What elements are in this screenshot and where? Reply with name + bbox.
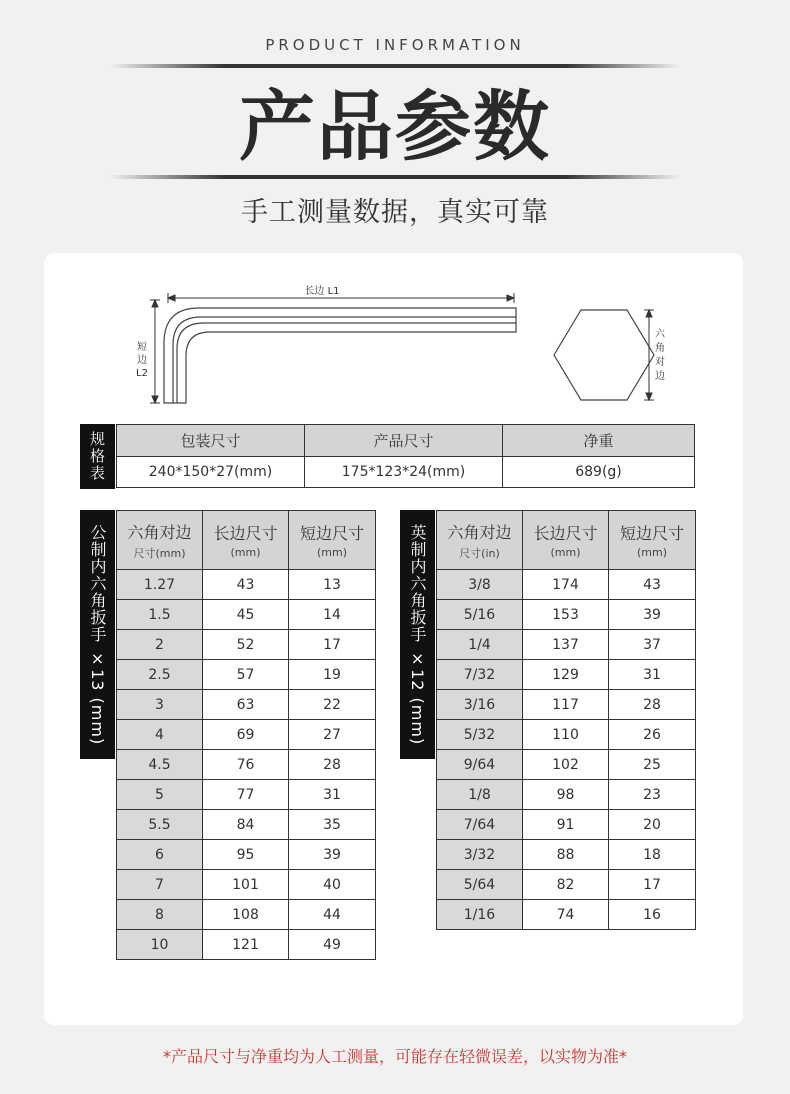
table-cell: 3/32 (437, 840, 523, 870)
hex-label-2: 角 (655, 343, 665, 354)
hex-label-3: 对 (655, 357, 665, 368)
table-row (437, 720, 696, 750)
short-side-label-3: L2 (136, 368, 148, 379)
table-row (117, 720, 376, 750)
spec-card (44, 253, 743, 1025)
table-cell: 5/16 (437, 600, 523, 630)
table-row (437, 810, 696, 840)
table-cell: 63 (203, 690, 289, 720)
table-cell: 5/64 (437, 870, 523, 900)
table-cell: 69 (203, 720, 289, 750)
spec-table (116, 424, 695, 488)
table-cell: 4.5 (117, 750, 203, 780)
table-cell: 26 (609, 720, 696, 750)
imperial-side-label: 英制内六角扳手 ×12 (mm) (400, 510, 435, 759)
table-cell: 1/8 (437, 780, 523, 810)
table-cell: 121 (203, 930, 289, 960)
table-row (437, 870, 696, 900)
imperial-header-long: 长边尺寸 (mm) (523, 511, 609, 570)
table-cell: 28 (609, 690, 696, 720)
table-cell: 18 (609, 840, 696, 870)
hex-label-4: 边 (655, 371, 665, 382)
table-cell: 1.27 (117, 570, 203, 600)
table-cell: 108 (203, 900, 289, 930)
page-subtitle: 手工测量数据，真实可靠 (241, 197, 549, 228)
table-cell: 45 (203, 600, 289, 630)
table-row (117, 900, 376, 930)
table-row (437, 840, 696, 870)
table-cell: 1/16 (437, 900, 523, 930)
table-cell: 3/16 (437, 690, 523, 720)
table-cell: 2 (117, 630, 203, 660)
spec-header-package: 包装尺寸 (117, 425, 305, 457)
top-divider (110, 64, 680, 68)
table-cell: 57 (203, 660, 289, 690)
table-cell: 7/64 (437, 810, 523, 840)
table-cell: 91 (523, 810, 609, 840)
table-cell: 40 (289, 870, 376, 900)
table-row (117, 690, 376, 720)
table-row (437, 900, 696, 930)
table-cell: 28 (289, 750, 376, 780)
table-row (117, 750, 376, 780)
spec-header-product: 产品尺寸 (305, 425, 503, 457)
table-cell: 1.5 (117, 600, 203, 630)
table-row (117, 630, 376, 660)
metric-table (116, 510, 376, 960)
table-row (117, 600, 376, 630)
table-cell: 23 (609, 780, 696, 810)
table-cell: 1/4 (437, 630, 523, 660)
wrench-outline (164, 308, 516, 403)
table-cell: 2.5 (117, 660, 203, 690)
table-row (117, 570, 376, 600)
table-cell: 153 (523, 600, 609, 630)
hex-label-1: 六 (655, 329, 665, 340)
metric-side-label: 公制内六角扳手 ×13 (mm) (80, 510, 115, 759)
table-row (437, 780, 696, 810)
table-cell: 31 (289, 780, 376, 810)
table-cell: 4 (117, 720, 203, 750)
metric-header-short: 短边尺寸 (mm) (289, 511, 376, 570)
table-cell: 3 (117, 690, 203, 720)
table-row (117, 930, 376, 960)
long-side-dimension (168, 293, 514, 303)
table-row (117, 840, 376, 870)
table-row (117, 780, 376, 810)
table-row (437, 660, 696, 690)
bottom-divider (110, 175, 680, 179)
table-cell: 74 (523, 900, 609, 930)
table-cell: 98 (523, 780, 609, 810)
table-cell: 17 (609, 870, 696, 900)
table-cell: 101 (203, 870, 289, 900)
table-cell: 7 (117, 870, 203, 900)
imperial-header-short: 短边尺寸 (mm) (609, 511, 696, 570)
metric-header-long: 长边尺寸 (mm) (203, 511, 289, 570)
spec-value-package: 240*150*27(mm) (117, 457, 305, 488)
short-side-dimension (150, 300, 160, 403)
table-row (437, 630, 696, 660)
table-cell: 137 (523, 630, 609, 660)
table-cell: 39 (289, 840, 376, 870)
table-cell: 52 (203, 630, 289, 660)
footnote: *产品尺寸与净重均为人工测量，可能存在轻微误差，以实物为准* (162, 1047, 627, 1066)
table-cell: 19 (289, 660, 376, 690)
imperial-table (436, 510, 696, 930)
table-cell: 102 (523, 750, 609, 780)
table-cell: 14 (289, 600, 376, 630)
table-cell: 77 (203, 780, 289, 810)
table-cell: 5 (117, 780, 203, 810)
table-cell: 22 (289, 690, 376, 720)
table-cell: 43 (203, 570, 289, 600)
table-row (437, 570, 696, 600)
table-cell: 43 (609, 570, 696, 600)
spec-value-product: 175*123*24(mm) (305, 457, 503, 488)
table-cell: 110 (523, 720, 609, 750)
table-cell: 76 (203, 750, 289, 780)
table-row (117, 810, 376, 840)
table-cell: 9/64 (437, 750, 523, 780)
table-cell: 37 (609, 630, 696, 660)
imperial-header-hex: 六角对边 尺寸(in) (437, 511, 523, 570)
table-row (437, 600, 696, 630)
table-cell: 39 (609, 600, 696, 630)
table-cell: 7/32 (437, 660, 523, 690)
short-side-label-1: 短 (137, 342, 147, 353)
table-cell: 31 (609, 660, 696, 690)
table-cell: 174 (523, 570, 609, 600)
table-cell: 27 (289, 720, 376, 750)
table-row (117, 660, 376, 690)
page-title: 产品参数 (239, 82, 551, 171)
table-cell: 10 (117, 930, 203, 960)
table-cell: 117 (523, 690, 609, 720)
table-cell: 84 (203, 810, 289, 840)
table-cell: 6 (117, 840, 203, 870)
spec-value-weight: 689(g) (503, 457, 695, 488)
hexagon-shape (554, 310, 654, 400)
long-side-label: 长边 L1 (304, 286, 340, 297)
spec-side-label: 规格表 (80, 424, 115, 489)
table-row (437, 690, 696, 720)
metric-header-hex: 六角对边 尺寸(mm) (117, 511, 203, 570)
table-cell: 82 (523, 870, 609, 900)
table-cell: 129 (523, 660, 609, 690)
table-row (117, 870, 376, 900)
spec-header-weight: 净重 (503, 425, 695, 457)
eyebrow-text: PRODUCT INFORMATION (265, 36, 525, 54)
table-cell: 8 (117, 900, 203, 930)
table-cell: 5/32 (437, 720, 523, 750)
table-cell: 44 (289, 900, 376, 930)
table-cell: 16 (609, 900, 696, 930)
table-cell: 88 (523, 840, 609, 870)
table-cell: 13 (289, 570, 376, 600)
table-cell: 3/8 (437, 570, 523, 600)
table-cell: 35 (289, 810, 376, 840)
table-cell: 5.5 (117, 810, 203, 840)
table-cell: 25 (609, 750, 696, 780)
hex-dimension (644, 310, 654, 400)
short-side-label-2: 边 (137, 355, 147, 366)
table-cell: 95 (203, 840, 289, 870)
table-cell: 17 (289, 630, 376, 660)
table-cell: 20 (609, 810, 696, 840)
table-row (437, 750, 696, 780)
wrench-diagram (44, 253, 743, 413)
table-cell: 49 (289, 930, 376, 960)
